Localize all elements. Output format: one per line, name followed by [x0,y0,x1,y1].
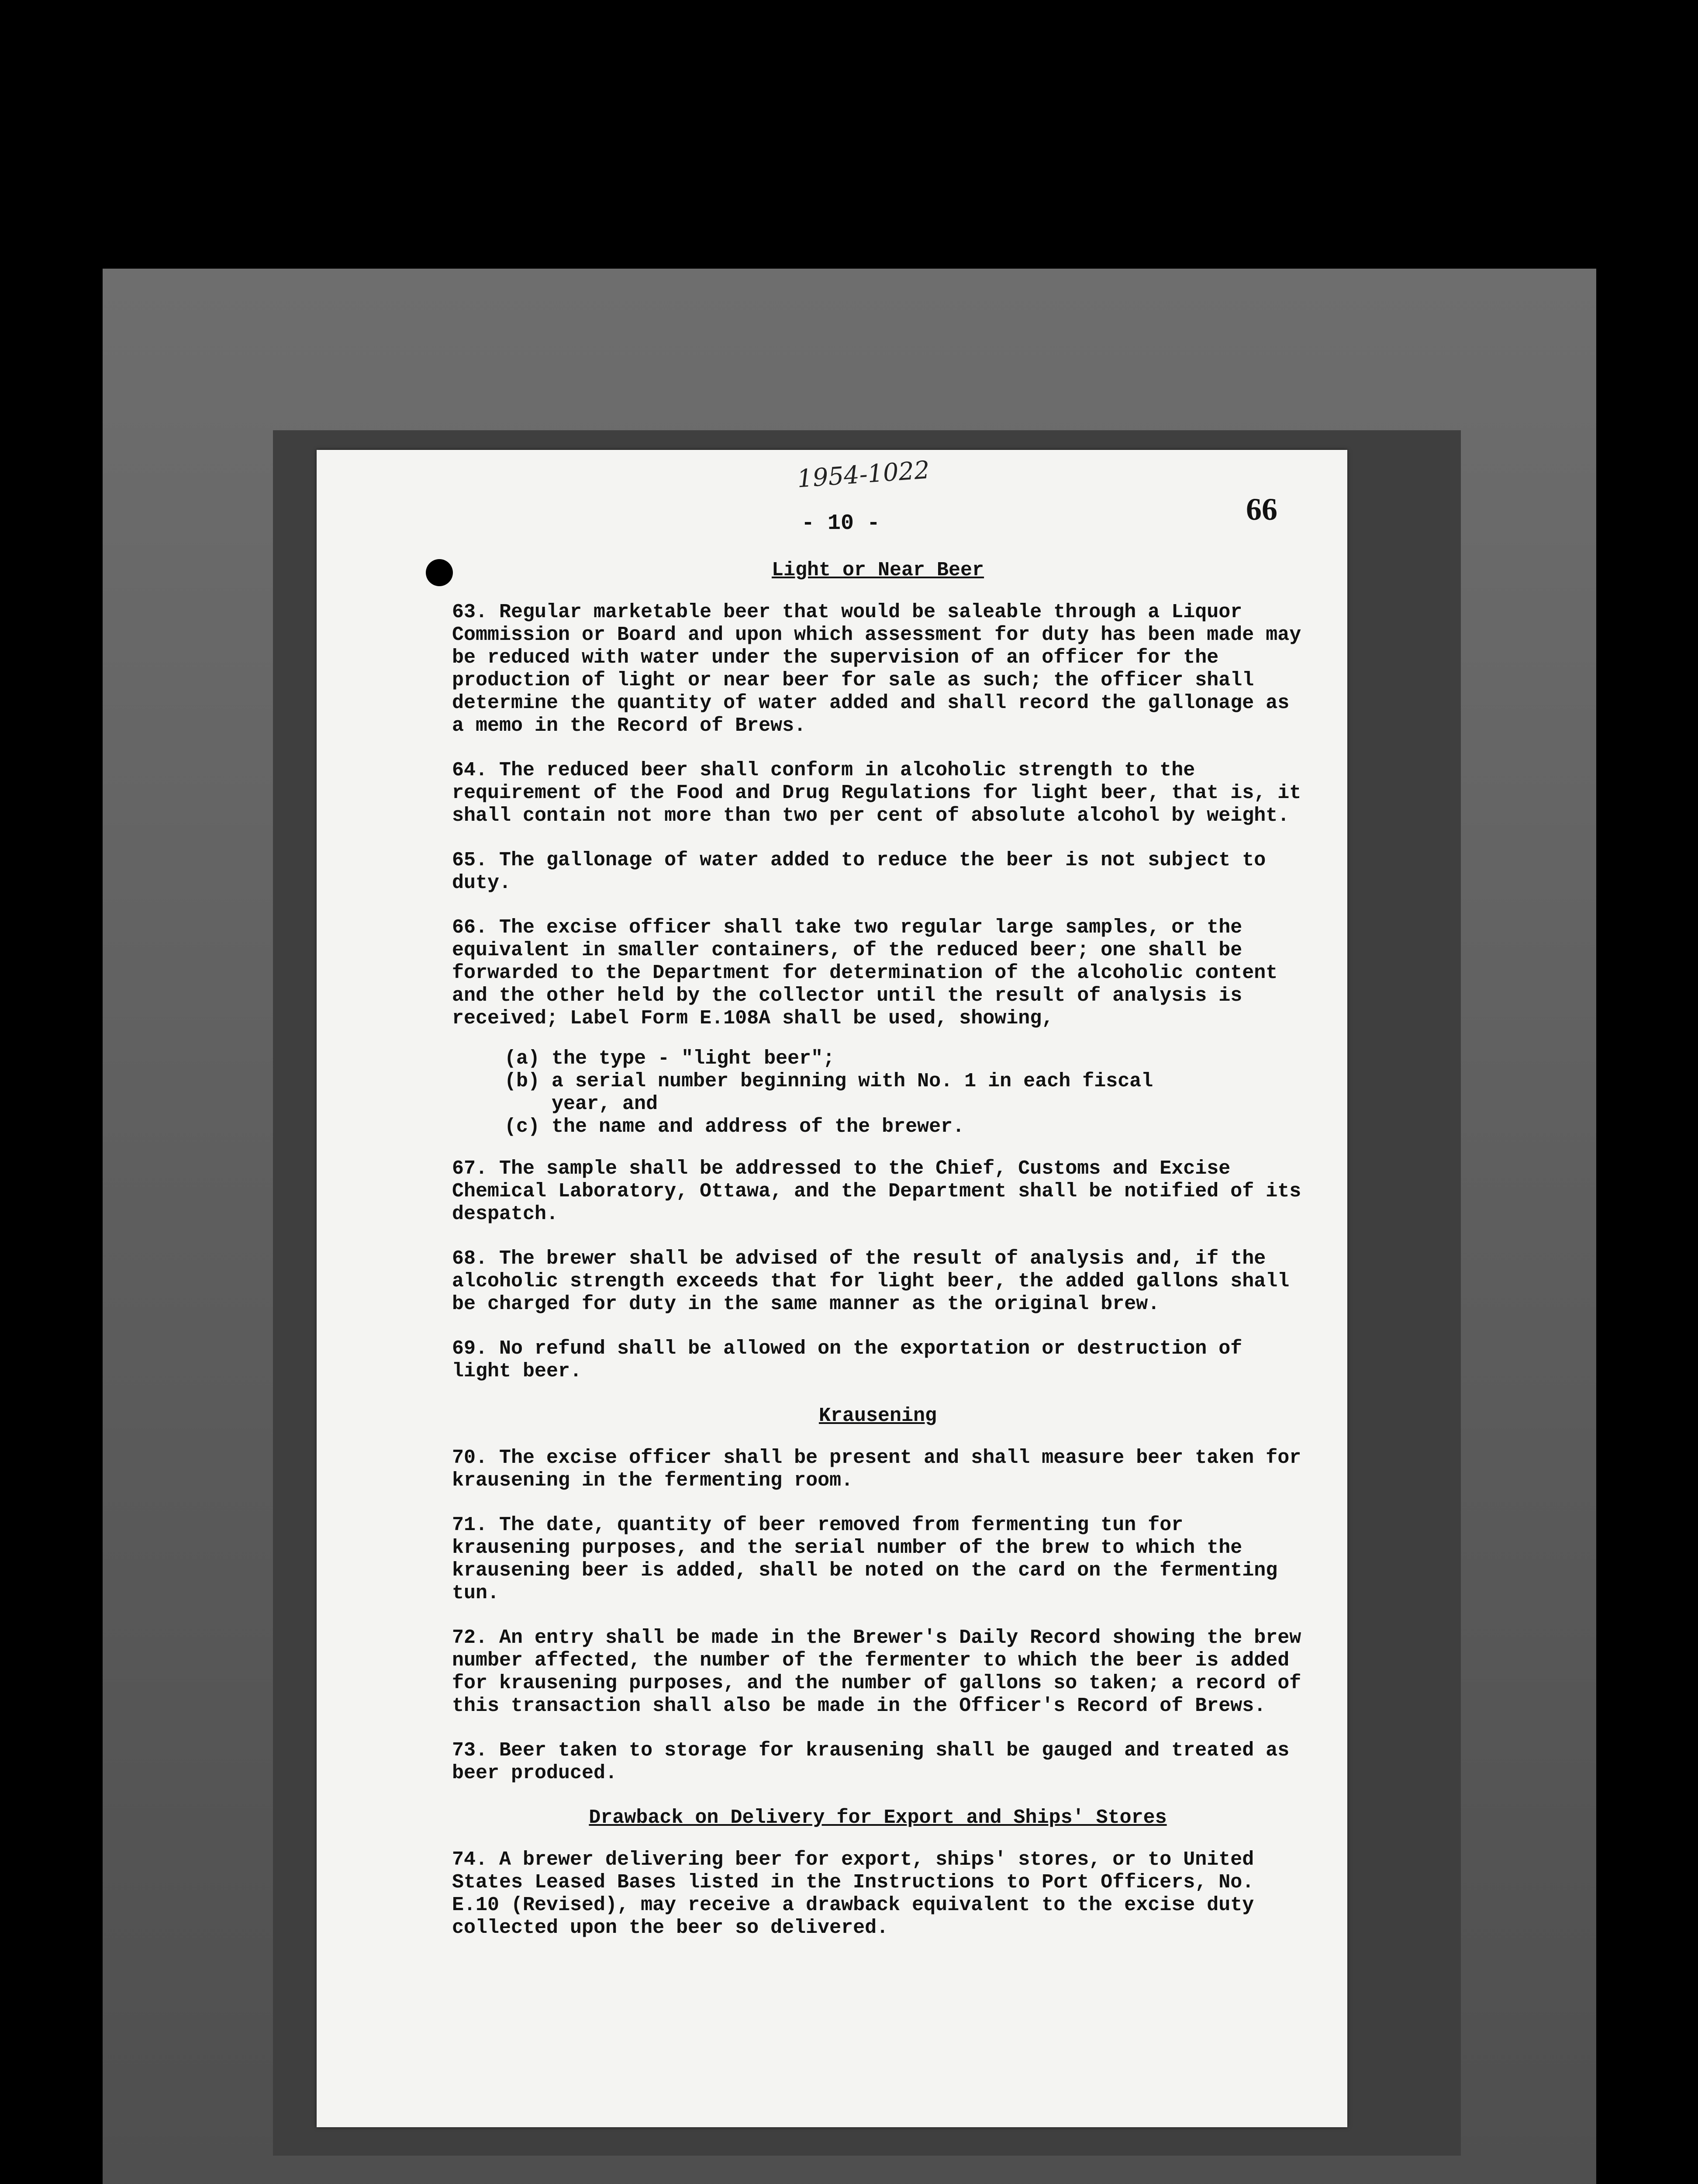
paragraph-69: 69. No refund shall be allowed on the exportation or destruction of light beer. [452,1337,1254,1382]
page-number: - 10 - [801,511,880,536]
section-heading-krausening: Krausening [818,1405,937,1427]
document-body [452,559,1313,1961]
document-page [317,450,1347,2127]
list-item-b: (b) a serial number beginning with No. 1 in each fiscal year, and [504,1070,1153,1115]
paragraph-71: 71. The date, quantity of beer removed from fermenting tun for krausening purposes, and the serial number of the brew to which the krausening beer is added, shall be noted on the card on the fermenting tun. [452,1514,1290,1604]
paragraph-67: 67. The sample shall be addressed to the Chief, Customs and Excise Chemical Laboratory, Ottawa, and the Department shall be notified of its despatch. [452,1158,1313,1225]
list-item-c: (c) the name and address of the brewer. [504,1116,965,1138]
paragraph-74: 74. A brewer delivering beer for export, ships' stores, or to United States Leased Bases listed in the Instructions to Port Officers, No. E.10 (Revised), may receive a drawback equivalent to the excise duty collected upon the beer so delivered. [452,1849,1266,1939]
paragraph-63: 63. Regular marketable beer that would be saleable through a Liquor Commission or Board and upon which assessment for duty has been made may be reduced with water under the supervision of an officer for the production of light or near beer for sale as such; the officer shall determine the quantity of water added and shall record the gallonage as a memo in the Record of Brews. [452,601,1313,737]
list-item-a: (a) the type - "light beer"; [504,1047,835,1070]
paragraph-64: 64. The reduced beer shall conform in alcoholic strength to the requirement of the Food and Drug Regulations for light beer, that is, it shall contain not more than two per cent of absolute alcohol by weight. [452,759,1313,827]
section-heading-light-beer: Light or Near Beer [771,559,984,581]
punch-hole [426,559,453,586]
label-contents-list [504,1047,1304,1138]
paragraph-68: 68. The brewer shall be advised of the result of analysis and, if the alcoholic strength exceeds that for light beer, the added gallons shall be charged for duty in the same manner as the original brew. [452,1248,1301,1315]
handwritten-file-number: 1954-1022 [796,456,931,494]
section-heading-drawback: Drawback on Delivery for Export and Ships' Stores [589,1807,1167,1829]
folio-number: 66 [1246,492,1277,527]
paragraph-65: 65. The gallonage of water added to reduce the beer is not subject to duty. [452,849,1278,894]
paragraph-72: 72. An entry shall be made in the Brewer's Daily Record showing the brew number affected, the number of the fermenter to which the beer is added for krausening purposes, and the number of gallons so taken; a record of this transaction shall also be made in the Officer's Record of Brews. [452,1627,1313,1717]
paragraph-73: 73. Beer taken to storage for krausening shall be gauged and treated as beer produced. [452,1739,1301,1784]
paragraph-70: 70. The excise officer shall be present and shall measure beer taken for krausening in the fermenting room. [452,1447,1313,1492]
paragraph-66: 66. The excise officer shall take two regular large samples, or the equivalent in smaller containers, of the reduced beer; one shall be forwarded to the Department for determination of the alcoholic content and the other held by the collector until the result of analysis is received; Label Form E.108A shall be used, showing, [452,916,1290,1030]
